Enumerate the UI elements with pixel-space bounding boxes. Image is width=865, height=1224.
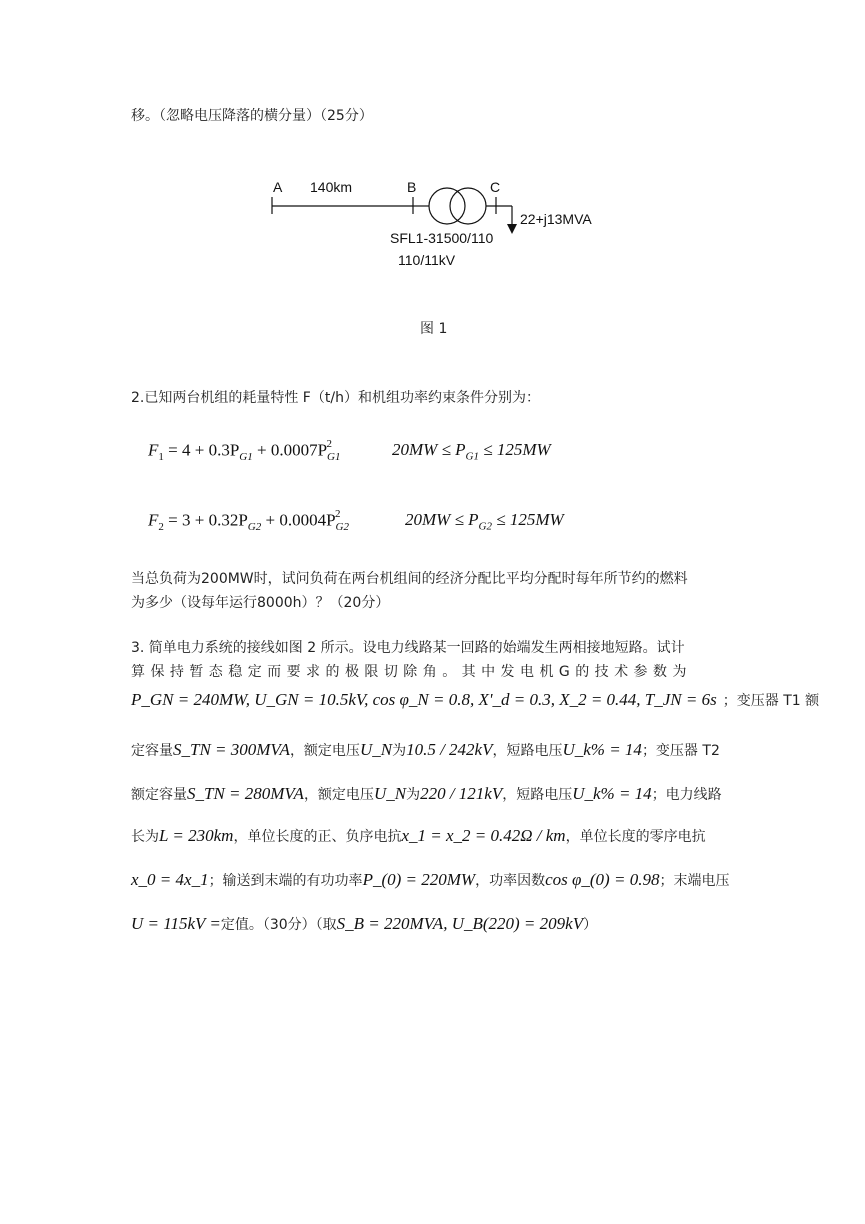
- node-b-label: B: [407, 179, 417, 195]
- q3-line-8: U = 115kV = 定值。（30分）（取 S_B = 220MVA, U_B(220) = 209kV ）: [131, 914, 598, 933]
- figure-1-caption: 图 1: [420, 321, 448, 337]
- q3-line-3: [131, 690, 820, 710]
- q2-constraint-1: $20MW \le P_{G1} \le 125MW$: [392, 440, 551, 463]
- node-a-label: A: [273, 179, 283, 195]
- q2-question-line-2: 为多少（设每年运行8000h）？（20分）: [131, 595, 390, 611]
- q3-line-1: 3. 简单电力系统的接线如图 2 所示。设电力线路某一回路的始端发生两相接地短路。试计: [131, 640, 685, 656]
- intro-line: 移。（忽略电压降落的横分量）（25分）: [131, 108, 373, 124]
- load-label: 22+j13MVA: [520, 211, 592, 227]
- transformer-ratio-label: 110/11kV: [398, 252, 456, 268]
- q3-line-2: 算 保 持 暂 态 稳 定 而 要 求 的 极 限 切 除 角 。 其 中 发 电 机 G 的 技 术 参 数 为: [131, 664, 687, 680]
- line-length-label: 140km: [310, 179, 353, 195]
- q3-line-4: 定容量 S_TN = 300MVA ，额定电压 U_N 为 10.5 / 242kV ，短路电压 U_k% = 14 ；变压器 T2: [131, 740, 720, 759]
- q3-line-7: x_0 = 4x_1 ；输送到末端的有功功率 P_(0) = 220MW ，功率因数 cos φ_(0) = 0.98 ；末端电压: [131, 870, 730, 889]
- q2-constraint-2: $20MW \le P_{G2} \le 125MW$: [405, 510, 564, 533]
- q3-generator-params: P_GN = 240MW, U_GN = 10.5kV, cos φ_N = 0.8, X'_d = 0.3, X_2 = 0.44, T_JN = 6s: [131, 690, 717, 709]
- q2-equation-f2: $F_2 = 3 + 0.32P_{G2} + 0.0004P_{G2}^2$: [148, 508, 349, 534]
- q3-line-3-tail: ；变压器 T1 额: [722, 693, 820, 709]
- node-c-label: C: [490, 179, 501, 195]
- figure-1-diagram: [250, 172, 630, 272]
- transformer-winding-1: [429, 188, 465, 224]
- q2-question-line-1: 当总负荷为200MW时，试问负荷在两台机组间的经济分配比平均分配时每年所节约的燃料: [131, 571, 688, 587]
- transformer-model-label: SFL1-31500/110: [390, 230, 494, 246]
- transformer-winding-2: [450, 188, 486, 224]
- q2-statement: 2.已知两台机组的耗量特性 F（t/h）和机组功率约束条件分别为：: [131, 390, 540, 406]
- q3-line-6: 长为 L = 230km ，单位长度的正、负序电抗 x_1 = x_2 = 0.42Ω / km ，单位长度的零序电抗: [131, 826, 706, 845]
- q2-equation-f1: $F_1 = 4 + 0.3P_{G1} + 0.0007P_{G1}^2$: [148, 438, 341, 464]
- q3-line-5: 额定容量 S_TN = 280MVA ，额定电压 U_N 为 220 / 121kV ，短路电压 U_k% = 14 ；电力线路: [131, 784, 722, 803]
